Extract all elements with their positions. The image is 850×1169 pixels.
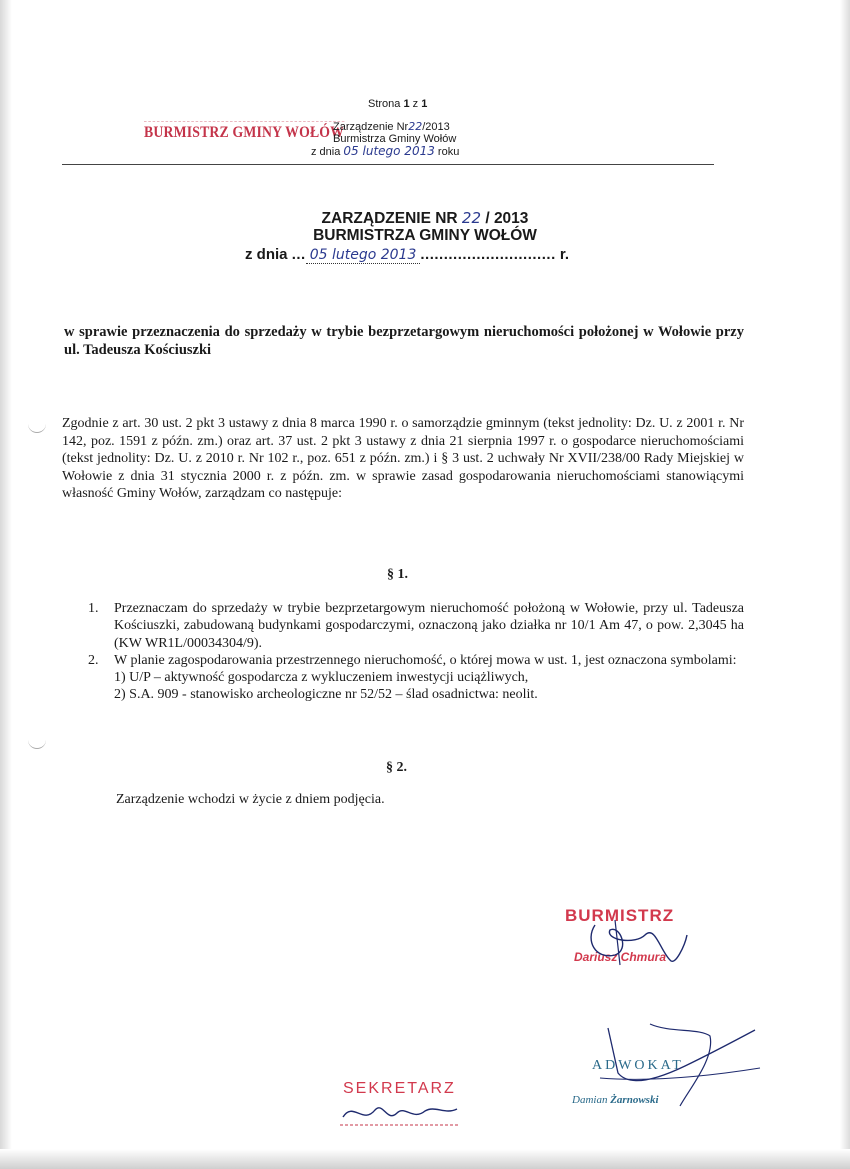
list-item: 2. W planie zagospodarowania przestrzennego nieruchomość, o której mowa w ust. 1, jest oznaczona symbolami: xyxy=(88,652,737,668)
secretary-signature xyxy=(335,1095,465,1135)
handwritten-title-date: 05 lutego 2013 xyxy=(306,247,421,264)
handwritten-title-number: 22 xyxy=(461,209,482,227)
handwritten-number: 22 xyxy=(408,120,423,133)
punch-hole-mark xyxy=(28,738,46,749)
list-item: 1. Przeznaczam do sprzedaży w trybie bezprzetargowym nieruchomość położoną w Wołowie, przy ul. Tadeusza Kościuszki, zabudowaną budynkami gospodarczymi, oznaczoną jako działka nr 10/1 Am 47, o pow. 2,3045 ha (KW WR1L/00034304/9). xyxy=(88,601,744,651)
mayor-stamp: BURMISTRZ xyxy=(565,906,675,925)
secretary-stamp: SEKRETARZ xyxy=(343,1080,456,1097)
municipality-stamp: BURMISTRZ GMINY WOŁÓW xyxy=(144,121,344,142)
mayor-name-stamp: Dariusz Chmura xyxy=(574,950,667,964)
handwritten-date: 05 lutego 2013 xyxy=(343,144,435,158)
section2-heading: § 2. xyxy=(386,760,407,775)
punch-hole-mark xyxy=(28,422,46,433)
sub-item: 1) U/P – aktywność gospodarcza z wykluczeniem inwestycji uciążliwych, xyxy=(114,670,529,686)
lawyer-signature xyxy=(590,1018,770,1138)
page-counter: Strona 1 z 1 xyxy=(368,98,428,110)
scan-right-edge xyxy=(840,0,850,1169)
document-subject: w sprawie przeznaczenia do sprzedaży w trybie bezprzetargowym nieruchomości położonej w Wołowie przy ul. Tadeusza Kościuszki xyxy=(64,324,744,358)
header-reference xyxy=(311,120,460,158)
section1-heading: § 1. xyxy=(387,567,408,582)
sub-item: 2) S.A. 909 - stanowisko archeologiczne nr 52/52 – ślad osadnictwa: neolit. xyxy=(114,687,538,703)
section2-text: Zarządzenie wchodzi w życie z dniem podjęcia. xyxy=(116,792,385,807)
title-line1: ZARZĄDZENIE NR 22 / 2013 xyxy=(321,209,529,227)
legal-basis-paragraph: Zgodnie z art. 30 ust. 2 pkt 3 ustawy z dnia 8 marca 1990 r. o samorządzie gminnym (tekst jednolity: Dz. U. z 2001 r. Nr 142, poz. 1591 z późn. zm.) oraz art. 37 ust. 2 pkt 3 ustawy z dnia 21 sierpnia 1997 r. o gospodarce nieruchomościami (tekst jednolity: Dz. U. z 2010 r. Nr 102 r., poz. 651 z późn. zm.) i § 3 ust. 2 uchwały Nr XVII/238/00 Rady Miejskiej w Wołowie z dnia 31 stycznia 2000 r. z późn. zm. w sprawie zasad gospodarowania nieruchomościami stanowiącymi własność Gminy Wołów, zarządzam co następuje: xyxy=(62,416,744,501)
header-ref-line2: Burmistrza Gminy Wołów xyxy=(333,133,457,145)
lawyer-name-stamp: Damian Żarnowski xyxy=(572,1094,659,1106)
header-date-line: z dnia 05 lutego 2013 roku xyxy=(311,144,460,158)
section1-list xyxy=(88,600,744,704)
scan-bottom-edge xyxy=(0,1149,850,1169)
header-divider xyxy=(62,164,714,165)
title-line2: BURMISTRZA GMINY WOŁÓW xyxy=(313,227,537,244)
document-title xyxy=(0,210,850,244)
title-date: z dnia ... 05 lutego 2013 ............................. r. xyxy=(245,246,570,263)
header-ref-line: Zarządzenie Nr22/2013 xyxy=(333,120,450,133)
lawyer-stamp: ADWOKAT xyxy=(592,1058,684,1073)
scan-left-edge xyxy=(0,0,12,1169)
